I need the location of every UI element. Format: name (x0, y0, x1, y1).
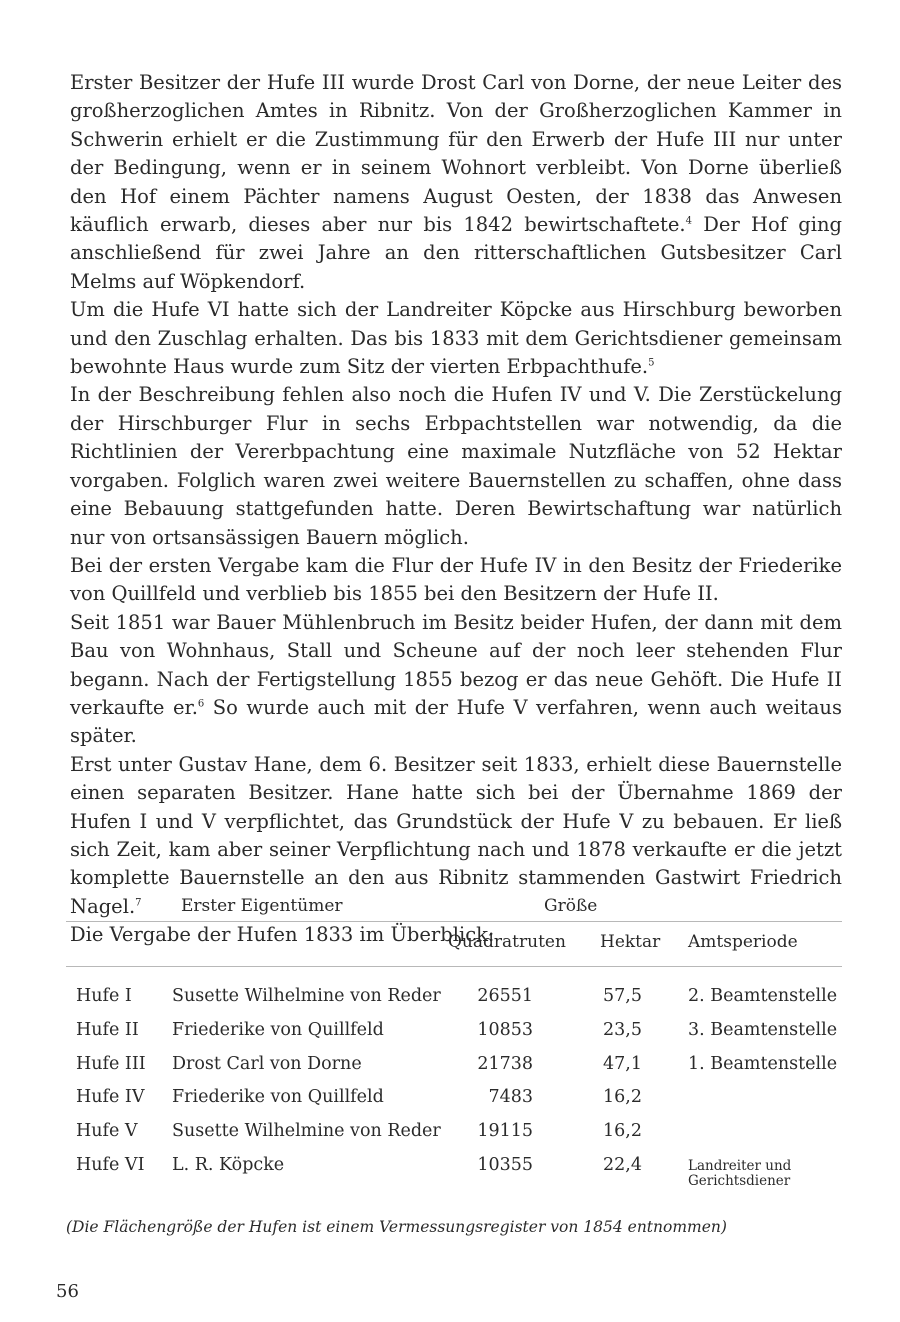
owner-cell: Drost Carl von Dorne (172, 1054, 362, 1074)
table-row (66, 1155, 842, 1195)
quadratruten-cell: 10853 (477, 1020, 533, 1040)
hektar-cell: 16,2 (603, 1087, 642, 1107)
table-caption: (Die Flächengröße der Hufen ist einem Vermessungsregister von 1854 entnommen) (66, 1218, 727, 1236)
quadratruten-cell: 7483 (488, 1087, 533, 1107)
quadratruten-cell: 21738 (477, 1054, 533, 1074)
header-amtsperiode: Amtsperiode (688, 932, 798, 952)
table-row (66, 1020, 842, 1050)
amtsperiode-cell: 1. Beamtenstelle (688, 1054, 838, 1074)
table-rule (66, 921, 842, 922)
paragraph: Erst unter Gustav Hane, dem 6. Besitzer seit 1833, erhielt diese Bauernstelle einen separaten Besitzer. Hane hatte sich bei der Übernahme 1869 der Hufen I und V verpflichtet, das Grundstück der Hufe V zu bebauen. Er ließ sich Zeit, kam aber seiner Verpflichtung nach und 1878 verkaufte er die jetzt komplette Bauernstelle an den aus Ribnitz stammenden Gastwirt Friedrich Nagel.$^7$ (70, 752, 842, 918)
owner-cell: Susette Wilhelmine von Reder (172, 1121, 441, 1141)
owner-cell: Friederike von Quillfeld (172, 1020, 384, 1040)
footnote-ref[interactable]: 4 (685, 215, 693, 227)
footnote-ref[interactable]: 7 (135, 897, 142, 909)
hufe-cell: Hufe III (76, 1054, 146, 1074)
quadratruten-cell: 19115 (477, 1121, 533, 1141)
hektar-cell: 16,2 (603, 1121, 642, 1141)
table-row (66, 1054, 842, 1084)
footnote-ref[interactable]: 5 (648, 357, 655, 369)
hufe-cell: Hufe V (76, 1121, 138, 1141)
page-number: 56 (56, 1281, 79, 1302)
hufe-cell: Hufe II (76, 1020, 139, 1040)
hektar-cell: 22,4 (603, 1155, 642, 1175)
header-size: Größe (544, 896, 598, 916)
quadratruten-cell: 26551 (477, 986, 533, 1006)
header-hektar: Hektar (600, 932, 661, 952)
table-rule (66, 966, 842, 967)
owner-cell: Friederike von Quillfeld (172, 1087, 384, 1107)
amtsperiode-cell: 2. Beamtenstelle (688, 986, 838, 1006)
hektar-cell: 57,5 (603, 986, 642, 1006)
paragraph: Die Vergabe der Hufen 1833 im Überblick: (70, 923, 495, 947)
hufe-cell: Hufe IV (76, 1087, 145, 1107)
amtsperiode-cell: Landreiter und Gerichtsdiener (688, 1158, 792, 1189)
quadratruten-cell: 10355 (477, 1155, 533, 1175)
body-text (70, 69, 842, 950)
paragraph: In der Beschreibung fehlen also noch die Hufen IV und V. Die Zerstückelung der Hirschburger Flur in sechs Erbpachtstellen war notwendig, da die Richtlinien der Vererbpachtung eine maximale Nutzfläche von 52 Hektar vorgaben. Folglich waren zwei weitere Bauernstellen zu schaffen, ohne dass eine Bebauung stattgefunden hatte. Deren Bewirtschaftung war natürlich nur von ortsansässigen Bauern möglich. (70, 383, 842, 549)
paragraph: Bei der ersten Vergabe kam die Flur der Hufe IV in den Besitz der Friederike von Quillfeld und verblieb bis 1855 bei den Besitzern der Hufe II. (70, 553, 842, 606)
table-row (66, 986, 842, 1016)
hufe-cell: Hufe I (76, 986, 132, 1006)
owner-cell: L. R. Köpcke (172, 1155, 285, 1175)
hufe-cell: Hufe VI (76, 1155, 145, 1175)
paragraph: Um die Hufe VI hatte sich der Landreiter Köpcke aus Hirschburg beworben und den Zuschlag erhalten. Das bis 1833 mit dem Gerichtsdiener gemeinsam bewohnte Haus wurde zum Sitz der vierten Erbpachthufe.$^5$ (70, 298, 842, 379)
hektar-cell: 47,1 (603, 1054, 642, 1074)
amtsperiode-cell: 3. Beamtenstelle (688, 1020, 838, 1040)
owner-cell: Susette Wilhelmine von Reder (172, 986, 441, 1006)
header-quadratruten: Quadratruten (448, 932, 566, 952)
hektar-cell: 23,5 (603, 1020, 642, 1040)
header-owner: Erster Eigentümer (181, 896, 343, 916)
paragraph: Erster Besitzer der Hufe III wurde Drost Carl von Dorne, der neue Leiter des großherzoglichen Amtes in Ribnitz. Von der Großherzoglichen Kammer in Schwerin erhielt er die Zustimmung für den Erwerb der Hufe III nur unter der Bedingung, wenn er in seinem Wohnort verbleibt. Von Dorne überließ den Hof einem Pächter namens August Oesten, der 1838 das Anwesen käuflich erwarb, dieses aber nur bis 1842 bewirtschaftete.$^4$ Der Hof ging anschließend für zwei Jahre an den ritterschaftlichen Gutsbesitzer Carl Melms auf Wöpkendorf. (70, 71, 842, 293)
table-row (66, 1121, 842, 1151)
paragraph: Seit 1851 war Bauer Mühlenbruch im Besitz beider Hufen, der dann mit dem Bau von Wohnhaus, Stall und Scheune auf der noch leer stehenden Flur begann. Nach der Fertigstellung 1855 bezog er das neue Gehöft. Die Hufe II verkaufte er.$^6$ So wurde auch mit der Hufe V verfahren, wenn auch weitaus später. (70, 610, 842, 748)
table-row (66, 1087, 842, 1117)
footnote-ref[interactable]: 6 (197, 698, 205, 710)
